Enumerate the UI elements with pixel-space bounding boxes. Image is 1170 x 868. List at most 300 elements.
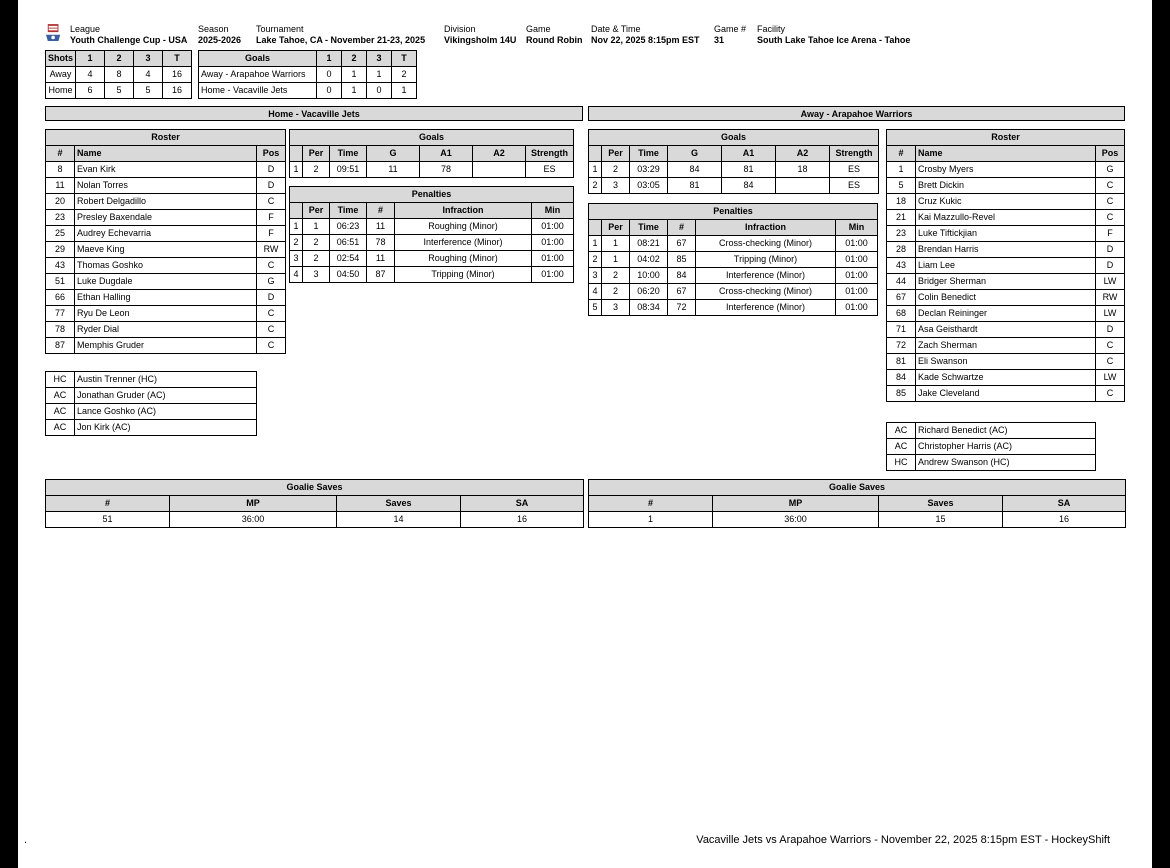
staff-row [46,388,257,404]
table-row [46,274,286,290]
goals-cell: 1 [290,162,303,178]
away-goalie-header: MP [713,496,879,512]
away-staff-body [887,423,1096,471]
roster-cell: Crosby Myers [916,162,1096,178]
goals-summary-cell: 0 [367,83,392,99]
table-row [46,162,286,178]
home-goalie-cell: 36:00 [170,512,337,528]
away-roster-header: # [887,146,916,162]
away-goalie-header: SA [1003,496,1126,512]
away-goals-header: A2 [776,146,830,162]
roster-cell: 71 [887,322,916,338]
home-goalie-header: # [46,496,170,512]
penalties-cell: 78 [367,235,395,251]
roster-cell: 87 [46,338,75,354]
roster-cell: Ryu De Leon [75,306,257,322]
goals-cell [776,178,830,194]
penalties-cell: 04:50 [330,267,367,283]
home-penalties-header [290,203,303,219]
goals-summary-cell: 2 [392,67,417,83]
table-row [46,210,286,226]
game-label: Game [526,24,551,34]
table-row [46,194,286,210]
staff-cell: HC [46,372,75,388]
datetime-field [591,24,700,46]
goals-summary-table [198,50,417,99]
goals-summary-cell: 1 [342,83,367,99]
division-field [444,24,516,46]
away-penalties-header: Min [836,220,878,236]
away-roster-header: Name [916,146,1096,162]
roster-cell: Zach Sherman [916,338,1096,354]
staff-row [46,404,257,420]
shots-cell: Home [46,83,76,99]
table-row [589,512,1126,528]
roster-cell: C [1096,354,1125,370]
penalties-cell: 08:34 [630,300,668,316]
roster-cell: Kade Schwartze [916,370,1096,386]
penalties-cell: 67 [668,236,696,252]
table-row [46,258,286,274]
away-goals-body [589,162,879,194]
away-goalie-title: Goalie Saves [589,480,1126,496]
penalties-cell: 4 [589,284,602,300]
goals-cell: ES [830,162,879,178]
table-row [290,251,574,267]
table-row [589,284,878,300]
home-staff-body [46,372,257,436]
roster-cell: Brendan Harris [916,242,1096,258]
roster-cell: Audrey Echevarria [75,226,257,242]
away-penalties-header: # [668,220,696,236]
roster-cell: 66 [46,290,75,306]
table-row [887,194,1125,210]
roster-cell: D [257,178,286,194]
penalties-cell: 01:00 [532,251,574,267]
roster-cell: LW [1096,274,1125,290]
roster-cell: G [257,274,286,290]
roster-cell: C [257,306,286,322]
roster-cell: G [1096,162,1125,178]
away-penalties-title: Penalties [589,204,878,220]
penalties-cell: 1 [290,219,303,235]
goals-cell: 2 [602,162,630,178]
away-goals-table [588,129,879,194]
away-penalties-header: Infraction [696,220,836,236]
away-goals-header: Strength [830,146,879,162]
away-penalties-header: Time [630,220,668,236]
table-row [589,178,879,194]
shots-cell: 5 [134,83,163,99]
table-row [887,322,1125,338]
penalties-cell: 08:21 [630,236,668,252]
league-logo-icon [46,23,62,43]
penalties-cell: Interference (Minor) [696,268,836,284]
goals-cell: 09:51 [330,162,367,178]
penalties-cell: 3 [290,251,303,267]
roster-cell: 78 [46,322,75,338]
roster-cell: 84 [887,370,916,386]
goals-summary-cell: Home - Vacaville Jets [199,83,317,99]
roster-cell: RW [1096,290,1125,306]
away-goalie-cell: 1 [589,512,713,528]
penalties-cell: 3 [303,267,330,283]
staff-row [887,439,1096,455]
penalties-cell: 84 [668,268,696,284]
goals-summary-header: T [392,51,417,67]
table-row [589,252,878,268]
away-staff-table [886,422,1096,471]
away-goals-header: Per [602,146,630,162]
roster-cell: C [1096,210,1125,226]
goals-cell: ES [830,178,879,194]
table-row [887,210,1125,226]
roster-cell: D [257,290,286,306]
roster-cell: Brett Dickin [916,178,1096,194]
table-row [46,226,286,242]
roster-cell: D [257,162,286,178]
away-goalie-cell: 16 [1003,512,1126,528]
roster-cell: C [257,322,286,338]
goals-summary-cell: 1 [367,67,392,83]
table-row [589,236,878,252]
footer-mark: . [24,834,28,846]
penalties-cell: 01:00 [532,267,574,283]
goals-cell: 81 [668,178,722,194]
penalties-cell: Tripping (Minor) [696,252,836,268]
home-roster-header: Name [75,146,257,162]
penalties-cell: 2 [602,284,630,300]
home-goalie-saves-table [45,479,584,528]
table-row [887,306,1125,322]
roster-cell: 72 [887,338,916,354]
goals-summary-header: 3 [367,51,392,67]
home-penalties-table [289,186,574,283]
table-row [46,322,286,338]
facility-value: South Lake Tahoe Ice Arena - Tahoe [757,35,911,45]
table-row [46,178,286,194]
home-roster-header: Pos [257,146,286,162]
roster-cell: Ryder Dial [75,322,257,338]
table-row [290,235,574,251]
penalties-cell: 10:00 [630,268,668,284]
goals-cell: 1 [589,162,602,178]
facility-label: Facility [757,24,786,34]
home-roster-table [45,129,286,354]
penalties-cell: 85 [668,252,696,268]
roster-cell: Eli Swanson [916,354,1096,370]
away-goals-header [589,146,602,162]
penalties-cell: Roughing (Minor) [395,251,532,267]
home-goalie-header: MP [170,496,337,512]
penalties-cell: 06:23 [330,219,367,235]
away-penalties-body [589,236,878,316]
penalties-cell: Cross-checking (Minor) [696,236,836,252]
game-number-field [714,24,746,46]
home-goals-header: Per [303,146,330,162]
tournament-value: Lake Tahoe, CA - November 21-23, 2025 [256,35,426,45]
staff-cell: Austin Trenner (HC) [75,372,257,388]
penalties-cell: 87 [367,267,395,283]
roster-cell: C [1096,338,1125,354]
home-goals-header: Strength [526,146,574,162]
roster-cell: C [257,194,286,210]
home-team-banner: Home - Vacaville Jets [45,106,583,121]
staff-cell: AC [46,404,75,420]
home-goalie-header: SA [461,496,584,512]
home-goals-header: A1 [420,146,473,162]
penalties-cell: Tripping (Minor) [395,267,532,283]
roster-cell: Luke Dugdale [75,274,257,290]
roster-cell: 28 [887,242,916,258]
table-row [290,219,574,235]
roster-cell: 18 [887,194,916,210]
penalties-cell: 01:00 [836,236,878,252]
home-penalties-header: Per [303,203,330,219]
away-penalties-header [589,220,602,236]
page-footer: Vacaville Jets vs Arapahoe Warriors - November 22, 2025 8:15pm EST - HockeyShift [696,834,1110,846]
away-goals-header: G [668,146,722,162]
league-label: League [70,24,101,34]
goals-summary-header: 2 [342,51,367,67]
roster-cell: F [257,226,286,242]
roster-cell: 44 [887,274,916,290]
roster-cell: 1 [887,162,916,178]
home-goals-body [290,162,574,178]
datetime-value: Nov 22, 2025 8:15pm EST [591,35,700,45]
shots-row [46,67,192,83]
division-value: Vikingsholm 14U [444,35,517,45]
roster-cell: 11 [46,178,75,194]
roster-cell: Memphis Gruder [75,338,257,354]
roster-cell: LW [1096,306,1125,322]
away-goals-header: Time [630,146,668,162]
home-goalie-header: Saves [337,496,461,512]
home-goalie-cell: 51 [46,512,170,528]
roster-cell: C [1096,386,1125,402]
goals-summary-cell: 1 [342,67,367,83]
home-goals-header [290,146,303,162]
table-row [46,338,286,354]
home-staff-table [45,371,257,436]
penalties-cell: 1 [303,219,330,235]
goals-summary-cell: 1 [392,83,417,99]
staff-cell: Andrew Swanson (HC) [916,455,1096,471]
roster-cell: Liam Lee [916,258,1096,274]
staff-row [46,420,257,436]
goals-cell: 18 [776,162,830,178]
table-row [589,268,878,284]
game-value: Round Robin [526,35,583,45]
shots-header: 1 [76,51,105,67]
game-number-label: Game # [714,24,747,34]
goals-cell: 03:29 [630,162,668,178]
shots-cell: 5 [105,83,134,99]
table-row [46,290,286,306]
staff-cell: Jon Kirk (AC) [75,420,257,436]
table-row [887,162,1125,178]
shots-row [46,83,192,99]
roster-cell: F [257,210,286,226]
home-goalie-cell: 16 [461,512,584,528]
roster-cell: Evan Kirk [75,162,257,178]
penalties-cell: 01:00 [532,219,574,235]
goals-cell: 2 [589,178,602,194]
roster-cell: C [1096,194,1125,210]
away-roster-body [887,162,1125,402]
roster-cell: Colin Benedict [916,290,1096,306]
roster-cell: 21 [887,210,916,226]
penalties-cell: 11 [367,251,395,267]
penalties-cell: 2 [290,235,303,251]
penalties-cell: 01:00 [836,268,878,284]
goals-cell: ES [526,162,574,178]
goals-summary-header: Goals [199,51,317,67]
away-goalie-cell: 36:00 [713,512,879,528]
table-row [290,162,574,178]
roster-cell: Luke Tiftickjian [916,226,1096,242]
staff-cell: AC [887,439,916,455]
shots-cell: 4 [134,67,163,83]
goals-summary-row [199,67,417,83]
penalties-cell: 11 [367,219,395,235]
home-goalie-cell: 14 [337,512,461,528]
roster-cell: 81 [887,354,916,370]
shots-cell: 6 [76,83,105,99]
penalties-cell: Cross-checking (Minor) [696,284,836,300]
table-row [887,242,1125,258]
staff-row [887,423,1096,439]
staff-cell: AC [46,420,75,436]
goals-cell: 84 [722,178,776,194]
penalties-cell: 01:00 [532,235,574,251]
home-goals-header: Time [330,146,367,162]
goals-summary-header: 1 [317,51,342,67]
league-field [70,24,187,46]
roster-cell: F [1096,226,1125,242]
table-row [887,338,1125,354]
away-penalties-table [588,203,878,316]
shots-header: Shots [46,51,76,67]
penalties-cell: 4 [290,267,303,283]
staff-cell: HC [887,455,916,471]
home-goalie-title: Goalie Saves [46,480,584,496]
tournament-label: Tournament [256,24,304,34]
home-goals-header: A2 [473,146,526,162]
roster-cell: 67 [887,290,916,306]
staff-cell: Lance Goshko (AC) [75,404,257,420]
away-goals-title: Goals [589,130,879,146]
goals-cell [473,162,526,178]
roster-cell: Robert Delgadillo [75,194,257,210]
away-goalie-header: # [589,496,713,512]
datetime-label: Date & Time [591,24,641,34]
goals-cell: 78 [420,162,473,178]
roster-cell: D [1096,242,1125,258]
staff-cell: Jonathan Gruder (AC) [75,388,257,404]
goals-summary-cell: 0 [317,67,342,83]
roster-cell: Maeve King [75,242,257,258]
league-value: Youth Challenge Cup - USA [70,35,188,45]
home-goals-title: Goals [290,130,574,146]
shots-cell: 4 [76,67,105,83]
penalties-cell: 04:02 [630,252,668,268]
penalties-cell: 5 [589,300,602,316]
shots-cell: 16 [163,67,192,83]
roster-cell: Declan Reininger [916,306,1096,322]
table-row [887,290,1125,306]
penalties-cell: 01:00 [836,300,878,316]
home-penalties-header: Min [532,203,574,219]
staff-cell: AC [887,423,916,439]
away-penalties-header: Per [602,220,630,236]
roster-cell: D [1096,258,1125,274]
roster-cell: 5 [887,178,916,194]
penalties-cell: Interference (Minor) [696,300,836,316]
roster-cell: 20 [46,194,75,210]
goals-summary-cell: 0 [317,83,342,99]
shots-header: 3 [134,51,163,67]
penalties-cell: 2 [303,251,330,267]
goals-cell: 11 [367,162,420,178]
table-row [887,386,1125,402]
table-row [589,162,879,178]
home-roster-body [46,162,286,354]
home-penalties-header: Time [330,203,367,219]
table-row [46,512,584,528]
staff-cell: AC [46,388,75,404]
penalties-cell: 1 [602,236,630,252]
penalties-cell: 2 [602,268,630,284]
goals-cell: 2 [303,162,330,178]
roster-cell: C [257,338,286,354]
penalties-cell: Interference (Minor) [395,235,532,251]
shots-header: 2 [105,51,134,67]
roster-cell: Bridger Sherman [916,274,1096,290]
staff-row [46,372,257,388]
home-roster-header: # [46,146,75,162]
home-goals-table [289,129,574,178]
table-row [887,258,1125,274]
roster-cell: D [1096,322,1125,338]
table-row [887,226,1125,242]
game-field [526,24,582,46]
penalties-cell: 01:00 [836,284,878,300]
goals-cell: 03:05 [630,178,668,194]
table-row [46,306,286,322]
roster-cell: 23 [46,210,75,226]
roster-cell: Cruz Kukic [916,194,1096,210]
home-penalties-header: # [367,203,395,219]
table-row [887,370,1125,386]
shots-cell: Away [46,67,76,83]
roster-cell: Jake Cleveland [916,386,1096,402]
roster-cell: Thomas Goshko [75,258,257,274]
penalties-cell: 06:20 [630,284,668,300]
roster-cell: Nolan Torres [75,178,257,194]
home-roster-title: Roster [46,130,286,146]
away-team-banner: Away - Arapahoe Warriors [588,106,1125,121]
roster-cell: 43 [46,258,75,274]
penalties-cell: Roughing (Minor) [395,219,532,235]
shots-cell: 8 [105,67,134,83]
penalties-cell: 67 [668,284,696,300]
roster-cell: Asa Geisthardt [916,322,1096,338]
away-goalie-cell: 15 [879,512,1003,528]
penalties-cell: 06:51 [330,235,367,251]
penalties-cell: 01:00 [836,252,878,268]
away-roster-table [886,129,1125,402]
